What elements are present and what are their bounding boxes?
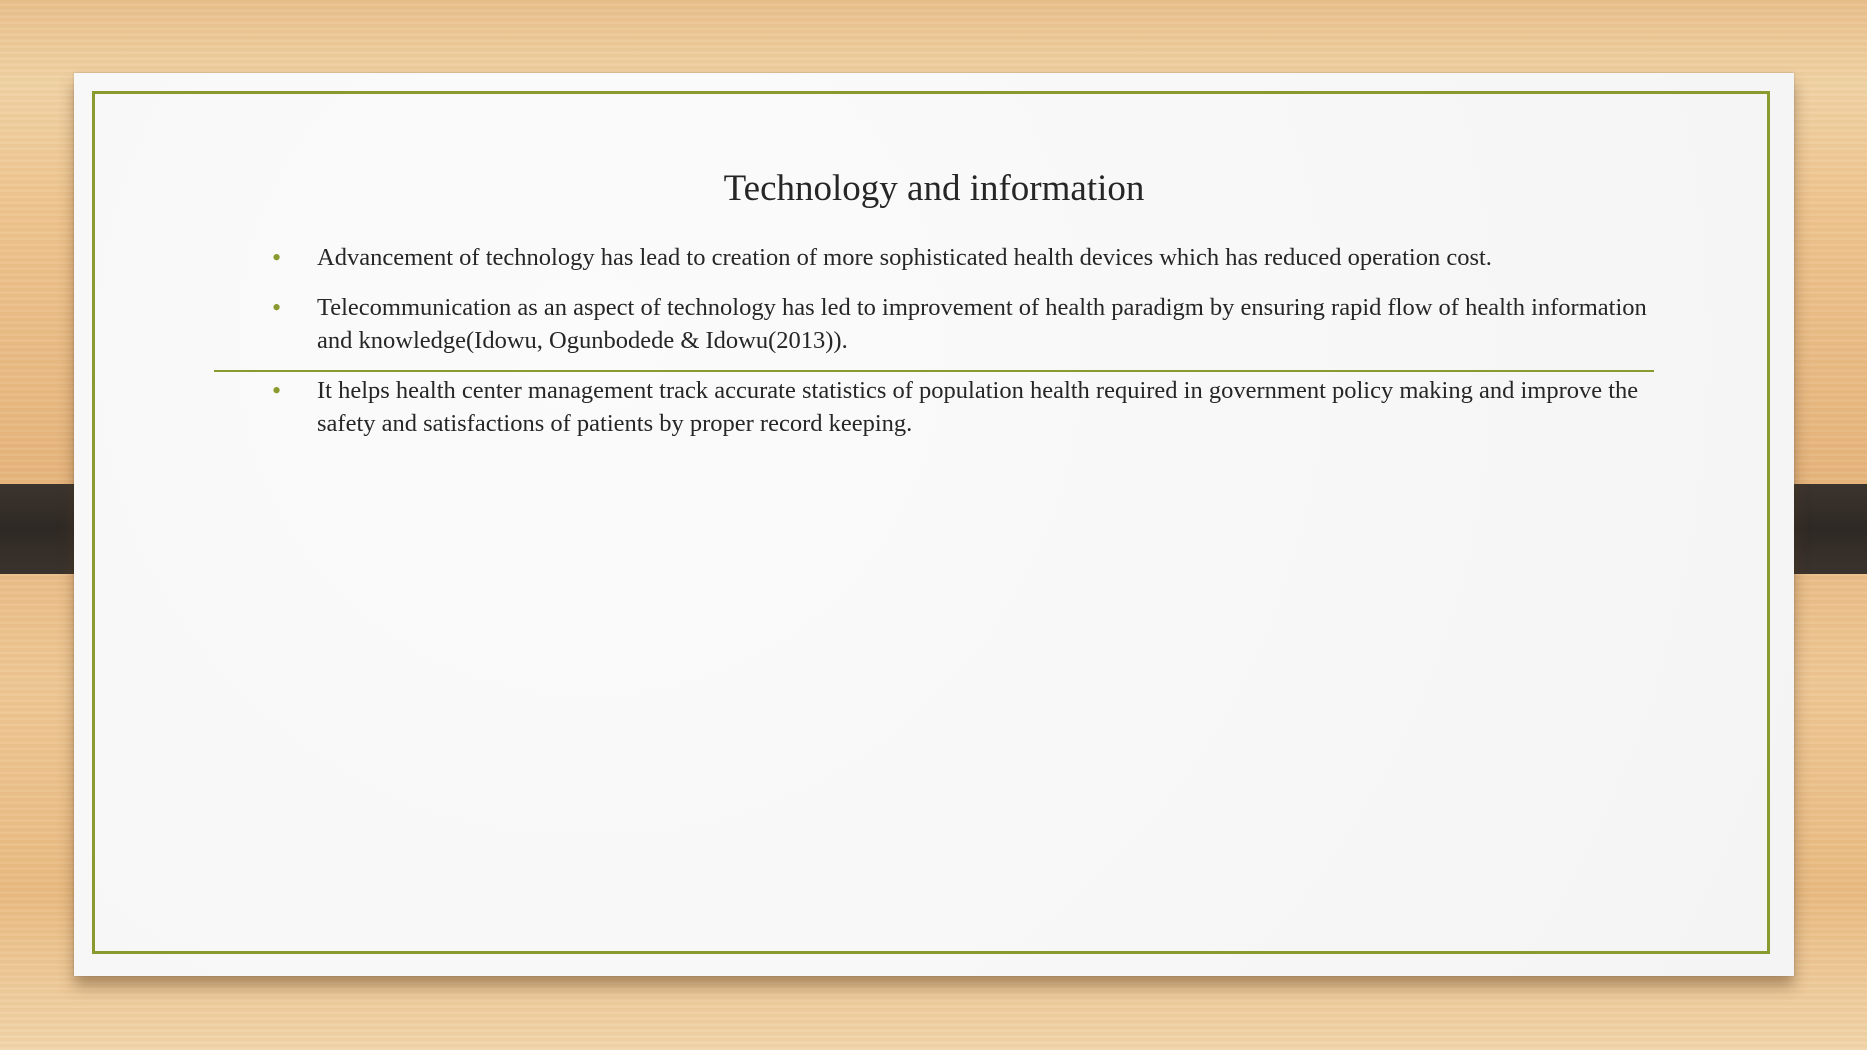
bullet-text: Advancement of technology has lead to creation of more sophisticated health devices which has reduced operation cost. <box>317 244 1492 271</box>
bullet-list <box>272 241 1662 457</box>
bullet-dot-icon: • <box>272 376 282 405</box>
bullet-text: Telecommunication as an aspect of technology has led to improvement of health paradigm by ensuring rapid flow of health information and knowledge(Idowu, Ogunbodede & Idowu(2013)). <box>317 294 1647 354</box>
bullet-dot-icon: • <box>272 293 282 322</box>
slide <box>74 73 1794 976</box>
bullet-item <box>272 291 1662 357</box>
bullet-item <box>272 241 1662 274</box>
bullet-item <box>272 374 1662 440</box>
bullet-text: It helps health center management track accurate statistics of population health required in government policy making and improve the safety and satisfactions of patients by proper record keeping. <box>317 377 1639 437</box>
slide-title: Technology and information <box>723 168 1145 209</box>
bullet-dot-icon: • <box>272 243 282 272</box>
slide-frame-border <box>92 91 1770 954</box>
